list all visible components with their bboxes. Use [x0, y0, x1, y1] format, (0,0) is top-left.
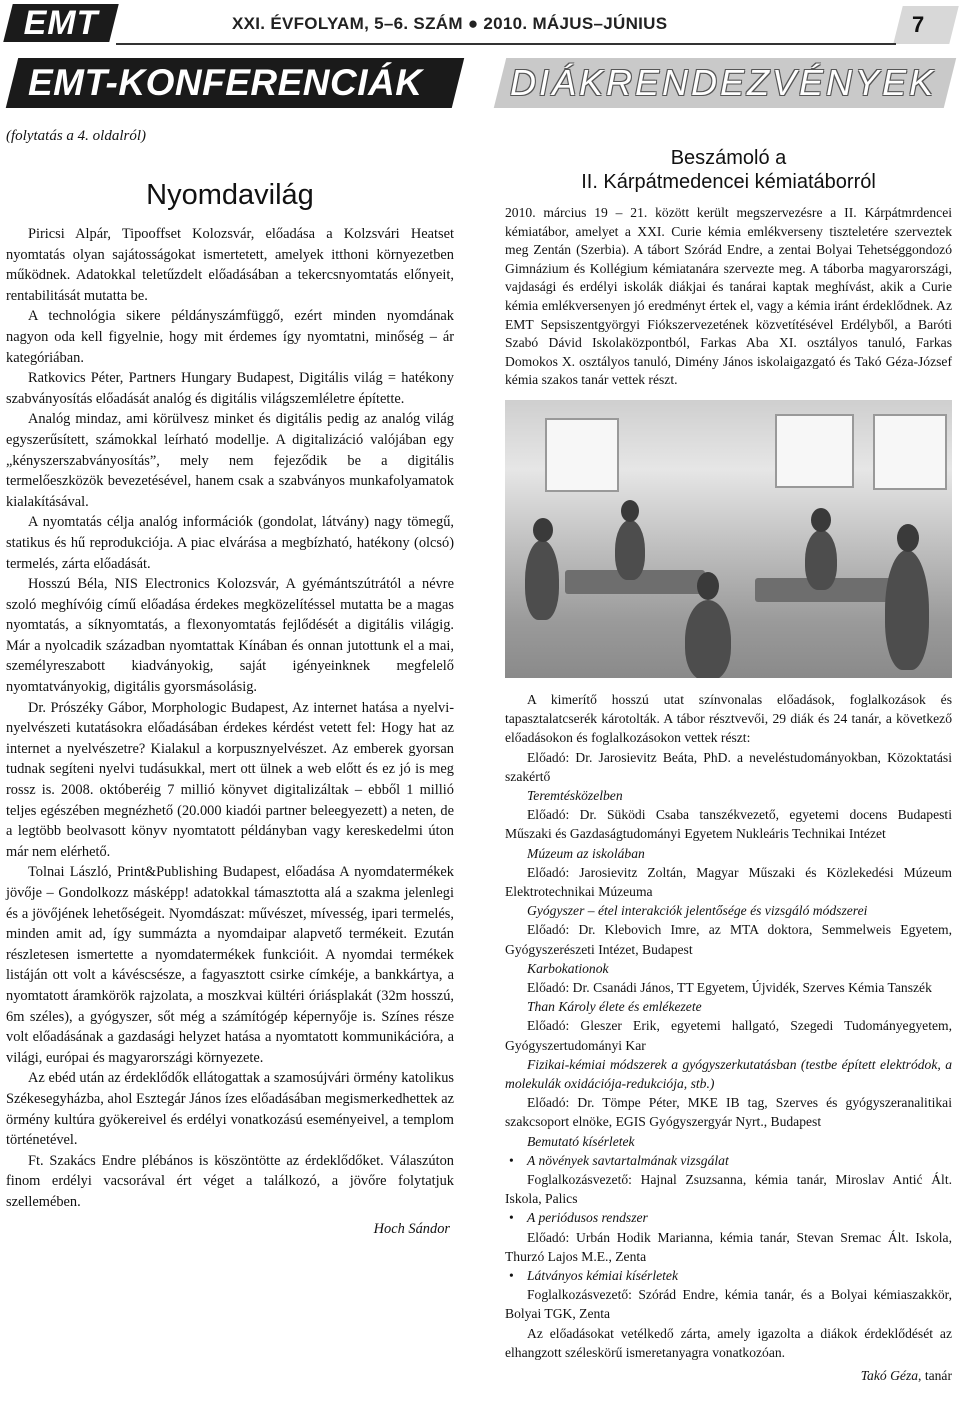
person — [615, 520, 645, 580]
person — [805, 530, 837, 590]
program-paragraph: Az előadásokat vetélkedő zárta, amely igazolta a diákok érdeklődését az elhangzott széleskörű ismeretanyagra vonatkozóan. — [505, 1325, 952, 1360]
window — [873, 414, 947, 490]
section-title-konferenciak: EMT-KONFERENCIÁK — [28, 62, 423, 103]
issue-info: XXI. ÉVFOLYAM, 5–6. SZÁM ● 2010. MÁJUS–JÚNIUS — [232, 14, 668, 33]
lecture-title: Múzeum az iskolában — [527, 845, 645, 861]
person-head — [533, 518, 553, 542]
lecture-title: Bemutató kísérletek — [527, 1133, 635, 1149]
paragraph: Ft. Szakács Endre plébános is köszöntötte az érdeklődőket. Válaszúton finom erdélyi vacsorával ért véget a találkozó, a jövőre folytatjuk szellemében. — [6, 1152, 454, 1210]
program-paragraph: Foglalkozásvezető: Szórád Endre, kémia tanár, és a Bolyai kémiaszakkör, Bolyai TGK, Zenta — [505, 1287, 952, 1322]
paragraph: Az ebéd után az érdeklődők ellátogattak a szamosújvári örmény katolikus Székesegyházba, ahol Esztegár János ízes előadásában megismerkedhettek az örmény kultúra gyökereivel és erdélyi vonatkozású eseményeivel, a templom történetével. — [6, 1070, 454, 1149]
paragraph: 2010. március 19 – 21. között került megszervezésre a II. Kárpátmrdencei kémiatábor, amelyet a XXI. Curie kémia emlékverseny tiszteletére szerveztek meg Zentán (Szerbia). A tábort Szórád Endre, a zentai Bolyai Tehetséggondozó Gimnázium és Kollégium kémiatanára szervezte meg. A táborba magyarországi, vajdasági és erdélyi iskolák diákjai és tanárai kaptak meghívást, akik a Curie kémia emlékversenyen jó eredményt értek el, vagy a kémia iránt érdeklődnek. Az EMT Sepsiszentgyörgyi Fiókszervezetének közvetítésével Erdélyből, a Baróti Szabó Dávid Iskolaközpontból, Farkas Aba XI. osztályos tanuló, Farkas Domokos X. osztályos tanuló, Dimény János iskolaigazgató és Takó Géza-József kémia szakos tanár vettek részt. — [505, 205, 952, 388]
page-number: 7 — [912, 12, 925, 37]
page-number-box — [893, 6, 958, 44]
signature-role: , tanár — [918, 1368, 952, 1384]
window — [775, 414, 854, 488]
workshop-bullet: • Látványos kémiai kísérletek — [505, 1266, 952, 1285]
right-column — [505, 146, 952, 1385]
person — [525, 540, 559, 620]
article-body — [6, 224, 454, 1213]
paragraph: Piricsi Alpár, Tipooffset Kolozsvár, előadása a Kolzsvári Heatset nyomtatás olyan sajátosságokat ismertetett, amelyek itthoni környezetben működnek. Adatokkal teletűzdelt előadásában a tekercsnyomtatás előnyeit, rentabilitását mutatta be. — [6, 226, 454, 304]
header-rule — [116, 43, 896, 45]
program-paragraph: Előadó: Jarosievitz Zoltán, Magyar Műszaki és Közlekedési Múzeum Elektrotechnikai Múzeuma — [505, 864, 952, 899]
person — [885, 550, 929, 670]
report-title — [505, 146, 952, 194]
lecture-title: Than Károly élete és emlékezete — [527, 999, 702, 1015]
workshop-bullet: • A növények savtartalmának vizsgálat — [505, 1151, 952, 1170]
continuation-note: (folytatás a 4. oldalról) — [6, 128, 146, 144]
paragraph: Ratkovics Péter, Partners Hungary Budapest, Digitális világ = hatékony szabványosítás előadását analóg és digitális világszemléletre építette. — [6, 370, 454, 407]
program-paragraph: Előadó: Dr. Tömpe Péter, MKE IB tag, Szerves és gyógyszeranalitikai szakcsoport elnöke, EGIS Gyógyszergyár Nyrt., Budapest — [505, 1095, 952, 1130]
person — [685, 600, 731, 678]
person-head — [697, 572, 719, 600]
section-title-diakrendezvenyek: DIÁKRENDEZVÉNYEK — [510, 62, 937, 103]
person-head — [897, 524, 919, 552]
paragraph: Hosszú Béla, NIS Electronics Kolozsvár, A gyémántszútrától a névre szoló meghívóig című előadása érdekes megközelítéssel mutatta be a magas nyomtatás, a síknyomtatás, a flexonyomtatás fejlődését a digitális világig. Már a nyolcadik században nyomtattak Kínában és onnan jutottunk el a mai, személyreszabott kiadványokig, saját igényeinknek megfelelő nyomtatványokig, digitális gyorsmásolásig. — [6, 576, 454, 696]
workshop-bullet: • A periódusos rendszer — [505, 1208, 952, 1227]
page-header — [0, 0, 960, 46]
paragraph: Dr. Prószéky Gábor, Morphologic Budapest, Az internet hatása a nyelvi-nyelvészeti kutatásokra előadásában érdekes kérdést vetett fel: Hogy hat az internet a nyelvészetre? Kialakul a korpusznyelvészet. Az emberek gyorsan tudnak segíteni nyelvi tudásukkal, mert ott ülnek a web előtt és ez jó is meg rossz is. 2008. októberéig 7 millió könyvet digitalizáltak – ebből 1 millió teljes egészében megnézhető (20.000 kiadói partner beleegyezett) a neten, de a legtöbb beolvasott könyv nyomtatott példányban vagy kereskedelmi úton már nem elérhető. — [6, 699, 454, 860]
left-column — [6, 128, 454, 1238]
program-paragraph: Előadó: Dr. Süködi Csaba tanszékvezető, egyetemi docens Budapesti Műszaki és Gazdaságtudományi Egyetem Nukleáris Technikai Intézet — [505, 807, 952, 842]
program-paragraph: Foglalkozásvezető: Hajnal Zsuzsanna, kémia tanár, Miroslav Antić Ált. Iskola, Palics — [505, 1172, 952, 1207]
lecture-title: Teremtésközelben — [527, 787, 623, 803]
report-title-line2: II. Kárpátmedencei kémiatáborról — [581, 171, 876, 193]
paragraph: A nyomtatás célja analóg információk (gondolat, látvány) nagy tömegű, statikus és hű reprodukciója. A piac elvárása a megbízható, hatékony (olcsó) termelés, zárta előadását. — [6, 514, 454, 572]
report-title-line1: Beszámoló a — [670, 147, 787, 169]
program-list — [505, 690, 952, 1362]
lecture-title: Fizikai-kémiai módszerek a gyógyszerkutatásban (testbe épített elektródok, a molekulák oxidációja-redukciója, stb.) — [505, 1056, 952, 1091]
report-signature — [505, 1366, 952, 1385]
paragraph: Tolnai László, Print&Publishing Budapest, előadása A nyomdatermékek jövője – Gondolkozz másképp! adatokkal támasztotta alá a szakma jelenlegi és a jövőjének lehetőségeit. Nyomdászat: művészet, mívesség, ipari termelés, minden amit ad, így summázta a nyomdaipar alapvető termékeit. Ezután részletesen ismertette a nyomdatermékek funkcióit. A nyomdai termékek listáján ott volt a kávéscsésze, a fagyasztott csirke címkéje, a bankkártya, a nyomtatott áramkörök rajzolata, a moszkvai kültéri óriásplakát (32m hosszú, 6m széles), a gyógyszer, sőt még a számítógép képernyője is. Színes része volt előadásának a gazdasági helyzet hatása a nyomtatott kommunikációra, a világi, európai és magyarországi környezete. — [6, 864, 454, 1066]
report-intro — [505, 204, 952, 390]
program-paragraph: A kimerítő hosszú utat színvonalas előadások, foglalkozások és tapasztalatcserék károtolták. A tábor résztvevői, 29 diák és 24 tanár, a következő előadásokon és foglalkozásokon vettek részt: — [505, 691, 952, 746]
window — [545, 418, 619, 492]
signature-name: Takó Géza — [860, 1368, 919, 1384]
program-paragraph: Előadó: Dr. Csanádi János, TT Egyetem, Újvidék, Szerves Kémia Tanszék — [527, 979, 932, 995]
lecture-title: Karbokationok — [527, 960, 609, 976]
article-title: Nyomdavilág — [146, 179, 314, 211]
classroom-photo — [505, 400, 952, 678]
author-signature: Hoch Sándor — [373, 1220, 450, 1237]
program-paragraph: Előadó: Dr. Klebovich Imre, az MTA doktora, Semmelweis Egyetem, Gyógyszerészeti Intézet, Budapest — [505, 922, 952, 957]
emt-logo: EMT — [3, 4, 118, 42]
paragraph: A technológia sikere példányszámfüggő, ezért minden nyomdának nagyon oda kell figyelnie, hogy mit érdemes így nyomtatni, minőség – ár kategóriában. — [6, 308, 454, 366]
program-paragraph: Előadó: Gleszer Erik, egyetemi hallgató, Szegedi Tudományegyetem, Gyógyszertudományi Kar — [505, 1018, 952, 1053]
program-paragraph: Előadó: Dr. Jarosievitz Beáta, PhD. a neveléstudományokban, Közoktatási szakértő — [505, 749, 952, 784]
program-paragraph: Előadó: Urbán Hodik Marianna, kémia tanár, Stevan Sremac Ált. Iskola, Thurzó Lajos M.E., Zenta — [505, 1229, 952, 1264]
person-head — [621, 500, 639, 522]
lecture-title: Gyógyszer – étel interakciók jelentősége és vizsgáló módszerei — [527, 903, 868, 919]
person-head — [811, 508, 831, 532]
paragraph: Analóg mindaz, ami körülvesz minket és digitális pedig az analóg világ egyszerűsített, számokkal leírható modellje. A digitalizáció valójában egy „kényszerszabványosítás”, mely nem fejeződik be a digitális termelőeszközök bevezetésével, hanem csak a szabványos munkafolyamatok kialakításával. — [6, 411, 454, 510]
